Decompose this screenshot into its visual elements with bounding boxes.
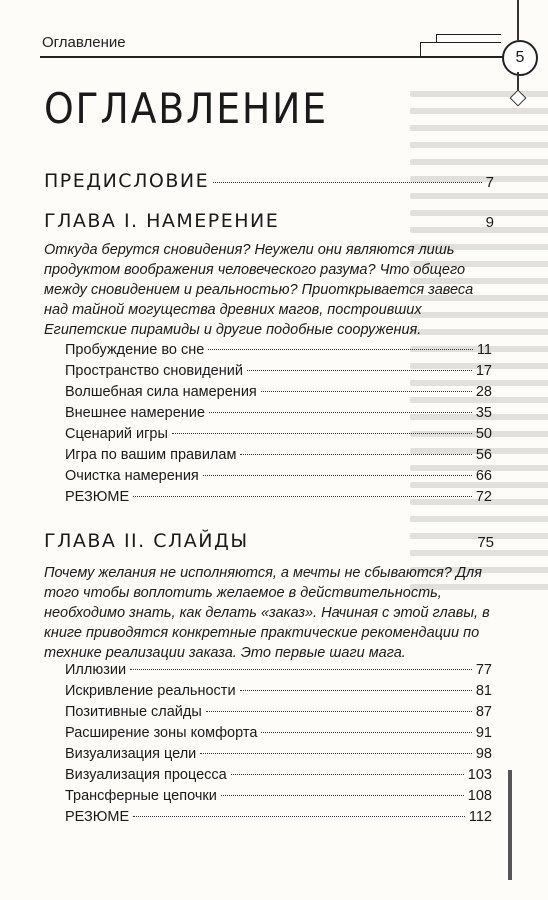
toc-entry[interactable] (65, 683, 492, 699)
dot-leader (208, 349, 473, 350)
bottom-ornament (508, 770, 512, 880)
header-ornament (420, 42, 501, 57)
toc-entry-label: Расширение зоны комфорта (65, 725, 258, 741)
toc-entry-page: 56 (475, 447, 492, 463)
toc-chapter-2[interactable] (44, 530, 494, 552)
toc-entry-label: ПРЕДИСЛОВИЕ (44, 170, 210, 192)
toc-entry[interactable] (65, 746, 492, 762)
toc-entry-label: Трансферные цепочки (65, 788, 217, 804)
dot-leader (200, 753, 472, 754)
toc-entry-label: Искривление реальности (65, 683, 236, 699)
dot-leader (261, 391, 472, 392)
corner-ornament-line (517, 0, 519, 40)
toc-entry[interactable] (65, 809, 492, 825)
toc-entry-page: 35 (475, 405, 492, 421)
toc-entry-label: Пространство сновидений (65, 363, 243, 379)
toc-entry-page: 7 (485, 174, 494, 191)
dot-leader (206, 711, 472, 712)
toc-entry-page: 103 (467, 767, 492, 783)
toc-entry-page: 77 (475, 662, 492, 678)
toc-entry-label: Сценарий игры (65, 426, 168, 442)
toc-entry-label: РЕЗЮМЕ (65, 809, 130, 825)
toc-entry-page: 28 (475, 384, 492, 400)
toc-entry-label: Пробуждение во сне (65, 342, 205, 358)
toc-entry[interactable] (65, 447, 492, 463)
toc-entry[interactable] (65, 405, 492, 421)
toc-entry-label: Позитивные слайды (65, 704, 202, 720)
toc-entry-label: Очистка намерения (65, 468, 199, 484)
dot-leader (261, 732, 471, 733)
chapter-page: 9 (485, 214, 494, 231)
page-number: 5 (502, 40, 538, 76)
dot-leader (247, 370, 472, 371)
toc-entry-page: 108 (467, 788, 492, 804)
toc-entry[interactable] (65, 342, 492, 358)
toc-entry-page: 91 (475, 725, 492, 741)
toc-entry[interactable] (65, 725, 492, 741)
toc-entry-label: Игра по вашим правилам (65, 447, 237, 463)
dot-leader (133, 496, 472, 497)
toc-entry-page: 112 (468, 809, 492, 825)
toc-entry[interactable] (65, 767, 492, 783)
toc-entry-label: Визуализация процесса (65, 767, 227, 783)
chapter-2-description: Почему желания не исполняются, а мечты не сбываются? Для того чтобы воплотить желаемое в действительность, необходимо знать, как делать «заказ». Начиная с этой главы, в книге приводятся конкретные практические рекомендации по технике реализации заказа. Это первые шаги мага. (44, 565, 490, 661)
dot-leader (221, 795, 464, 796)
toc-entry[interactable] (65, 489, 492, 505)
chapter-title: ГЛАВА I. НАМЕРЕНИЕ (44, 210, 280, 232)
toc-entry-page: 11 (476, 342, 492, 358)
toc-preface[interactable] (44, 170, 494, 192)
dot-leader (240, 690, 472, 691)
chapter-title: ГЛАВА II. СЛАЙДЫ (44, 530, 249, 552)
dot-leader (240, 454, 471, 455)
page-title: ОГЛАВЛЕНИЕ (44, 84, 328, 133)
dot-leader (203, 475, 472, 476)
toc-entry-page: 81 (475, 683, 492, 699)
toc-entry[interactable] (65, 384, 492, 400)
toc-entry[interactable] (65, 704, 492, 720)
running-header: Оглавление (42, 34, 126, 51)
toc-entry[interactable] (65, 426, 492, 442)
toc-entry[interactable] (65, 468, 492, 484)
toc-entry-page: 66 (475, 468, 492, 484)
bleed-through-text (410, 80, 548, 600)
dot-leader (213, 182, 482, 183)
toc-entry-label: Внешнее намерение (65, 405, 205, 421)
toc-entry-label: РЕЗЮМЕ (65, 489, 130, 505)
toc-entry-label: Волшебная сила намерения (65, 384, 257, 400)
toc-entry-label: Визуализация цели (65, 746, 197, 762)
dot-leader (130, 669, 472, 670)
chapter-page: 75 (477, 534, 494, 551)
toc-entry-page: 50 (475, 426, 492, 442)
header-ornament-upper (436, 34, 501, 43)
toc-entry-label: Иллюзии (65, 662, 127, 678)
toc-entry[interactable] (65, 788, 492, 804)
chapter-1-description: Откуда берутся сновидения? Неужели они являются лишь продуктом воображения человеческого разума? Что общего между сновидением и реальностью? Приоткрывается завеса над тайной могущества древних магов, построивших Египетские пирамиды и другие подобные сооружения. (44, 242, 474, 338)
dot-leader (172, 433, 472, 434)
dot-leader (133, 816, 465, 817)
toc-entry-page: 17 (475, 363, 492, 379)
toc-entry-page: 98 (475, 746, 492, 762)
toc-entry-page: 87 (475, 704, 492, 720)
toc-entry[interactable] (65, 662, 492, 678)
dot-leader (231, 774, 464, 775)
toc-entry-page: 72 (475, 489, 492, 505)
toc-chapter-1[interactable] (44, 210, 494, 232)
toc-entry[interactable] (65, 363, 492, 379)
dot-leader (209, 412, 472, 413)
